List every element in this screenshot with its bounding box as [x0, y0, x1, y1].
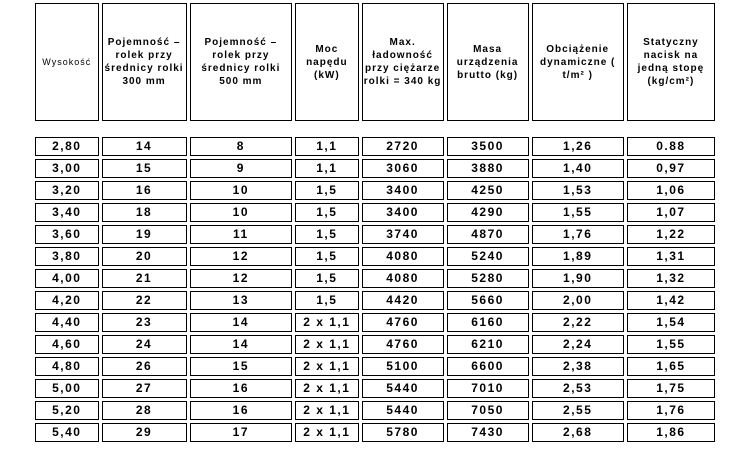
- header-height: Wysokość: [35, 3, 99, 121]
- table-row: [35, 247, 715, 266]
- table-cell: 5280: [447, 269, 529, 288]
- table-row: [35, 159, 715, 178]
- table-cell: 4290: [447, 203, 529, 222]
- table-cell: 2,53: [532, 379, 624, 398]
- table-row: [35, 313, 715, 332]
- table-cell: 4420: [362, 291, 444, 310]
- table-cell: 5240: [447, 247, 529, 266]
- table-cell: 15: [190, 357, 292, 376]
- table-cell: 2,80: [35, 137, 99, 156]
- table-row: [35, 181, 715, 200]
- table-cell: 6600: [447, 357, 529, 376]
- table-cell: 5440: [362, 379, 444, 398]
- table-cell: 5780: [362, 423, 444, 442]
- table-cell: 1,55: [627, 335, 715, 354]
- table-cell: 2 x 1,1: [295, 357, 359, 376]
- table-cell: 2 x 1,1: [295, 313, 359, 332]
- table-cell: 1,1: [295, 137, 359, 156]
- table-cell: 1,06: [627, 181, 715, 200]
- table-cell: 1,86: [627, 423, 715, 442]
- table-cell: 3,80: [35, 247, 99, 266]
- table-cell: 3500: [447, 137, 529, 156]
- table-cell: 2 x 1,1: [295, 401, 359, 420]
- table-cell: 2,68: [532, 423, 624, 442]
- table-cell: 3740: [362, 225, 444, 244]
- table-row: [35, 357, 715, 376]
- table-cell: 6160: [447, 313, 529, 332]
- table-row: [35, 137, 715, 156]
- table-cell: 1,5: [295, 247, 359, 266]
- table-cell: 2720: [362, 137, 444, 156]
- table-cell: 29: [102, 423, 187, 442]
- table-cell: 26: [102, 357, 187, 376]
- table-cell: 16: [102, 181, 187, 200]
- header-row: [35, 3, 715, 121]
- table-cell: 7050: [447, 401, 529, 420]
- table-cell: 14: [102, 137, 187, 156]
- table-row: [35, 401, 715, 420]
- table-cell: 4250: [447, 181, 529, 200]
- table-cell: 1,76: [532, 225, 624, 244]
- spacer-row: [35, 124, 715, 134]
- table-cell: 16: [190, 379, 292, 398]
- table-cell: 7010: [447, 379, 529, 398]
- table-cell: 27: [102, 379, 187, 398]
- table-cell: 1,53: [532, 181, 624, 200]
- table-cell: 1,07: [627, 203, 715, 222]
- table-cell: 28: [102, 401, 187, 420]
- table-cell: 3,20: [35, 181, 99, 200]
- table-cell: 1,26: [532, 137, 624, 156]
- table-cell: 1,54: [627, 313, 715, 332]
- table-row: [35, 291, 715, 310]
- table-cell: 5,40: [35, 423, 99, 442]
- table-cell: 3,40: [35, 203, 99, 222]
- table-cell: 21: [102, 269, 187, 288]
- table-cell: 2,55: [532, 401, 624, 420]
- table-cell: 23: [102, 313, 187, 332]
- table-cell: 1,31: [627, 247, 715, 266]
- table-cell: 3060: [362, 159, 444, 178]
- table-cell: 2,00: [532, 291, 624, 310]
- spacer-cell: [35, 124, 715, 134]
- table-cell: 11: [190, 225, 292, 244]
- table-cell: 4,00: [35, 269, 99, 288]
- header-static-pressure: Statyczny nacisk na jedną stopę (kg/cm²): [627, 3, 715, 121]
- table-cell: 1,5: [295, 291, 359, 310]
- table-cell: 4,20: [35, 291, 99, 310]
- table-cell: 7430: [447, 423, 529, 442]
- table-cell: 2 x 1,1: [295, 335, 359, 354]
- table-cell: 4080: [362, 247, 444, 266]
- header-gross-mass: Masa urządzenia brutto (kg): [447, 3, 529, 121]
- table-body: [35, 124, 715, 442]
- table-cell: 4,40: [35, 313, 99, 332]
- table-row: [35, 225, 715, 244]
- table-cell: 13: [190, 291, 292, 310]
- table-cell: 22: [102, 291, 187, 310]
- table-cell: 1,5: [295, 181, 359, 200]
- table-cell: 12: [190, 247, 292, 266]
- table-cell: 19: [102, 225, 187, 244]
- table-cell: 9: [190, 159, 292, 178]
- table-cell: 1,22: [627, 225, 715, 244]
- table-cell: 12: [190, 269, 292, 288]
- header-capacity-300mm: Pojemność – rolek przy średnicy rolki 300 mm: [102, 3, 187, 121]
- header-dynamic-load: Obciążenie dynamiczne ( t/m² ): [532, 3, 624, 121]
- table-cell: 10: [190, 181, 292, 200]
- table-cell: 5440: [362, 401, 444, 420]
- table-cell: 17: [190, 423, 292, 442]
- table-cell: 24: [102, 335, 187, 354]
- table-cell: 1,75: [627, 379, 715, 398]
- table-cell: 20: [102, 247, 187, 266]
- table-cell: 3,00: [35, 159, 99, 178]
- table-row: [35, 335, 715, 354]
- header-max-load: Max. ładowność przy ciężarze rolki = 340 kg: [362, 3, 444, 121]
- table-row: [35, 269, 715, 288]
- table-cell: 3,60: [35, 225, 99, 244]
- table-row: [35, 379, 715, 398]
- table-cell: 14: [190, 313, 292, 332]
- table-cell: 1,5: [295, 269, 359, 288]
- table-cell: 8: [190, 137, 292, 156]
- table-cell: 1,32: [627, 269, 715, 288]
- table-cell: 1,55: [532, 203, 624, 222]
- table-cell: 2,38: [532, 357, 624, 376]
- table-cell: 2,22: [532, 313, 624, 332]
- table-cell: 1,1: [295, 159, 359, 178]
- header-capacity-500mm: Pojemność – rolek przy średnicy rolki 500 mm: [190, 3, 292, 121]
- table-row: [35, 203, 715, 222]
- table-cell: 1,42: [627, 291, 715, 310]
- table-cell: 5100: [362, 357, 444, 376]
- table-cell: 5660: [447, 291, 529, 310]
- table-cell: 1,5: [295, 203, 359, 222]
- table-cell: 5,20: [35, 401, 99, 420]
- table-cell: 5,00: [35, 379, 99, 398]
- specification-table: [32, 0, 718, 445]
- table-cell: 14: [190, 335, 292, 354]
- table-cell: 18: [102, 203, 187, 222]
- table-cell: 1,89: [532, 247, 624, 266]
- table-cell: 1,5: [295, 225, 359, 244]
- table-cell: 4870: [447, 225, 529, 244]
- table-cell: 10: [190, 203, 292, 222]
- table-cell: 4080: [362, 269, 444, 288]
- table-cell: 0.88: [627, 137, 715, 156]
- table-cell: 6210: [447, 335, 529, 354]
- table-cell: 4,60: [35, 335, 99, 354]
- table-cell: 2 x 1,1: [295, 423, 359, 442]
- table-cell: 2,24: [532, 335, 624, 354]
- header-drive-power: Moc napędu (kW): [295, 3, 359, 121]
- table-cell: 1,90: [532, 269, 624, 288]
- table-row: [35, 423, 715, 442]
- table-cell: 3880: [447, 159, 529, 178]
- table-cell: 1,65: [627, 357, 715, 376]
- table-cell: 15: [102, 159, 187, 178]
- table-cell: 3400: [362, 203, 444, 222]
- table-cell: 16: [190, 401, 292, 420]
- table-cell: 1,40: [532, 159, 624, 178]
- table-cell: 0,97: [627, 159, 715, 178]
- table-cell: 3400: [362, 181, 444, 200]
- table-cell: 4760: [362, 335, 444, 354]
- table-cell: 4,80: [35, 357, 99, 376]
- table-cell: 2 x 1,1: [295, 379, 359, 398]
- table-cell: 1,76: [627, 401, 715, 420]
- table-header: [35, 3, 715, 121]
- table-cell: 4760: [362, 313, 444, 332]
